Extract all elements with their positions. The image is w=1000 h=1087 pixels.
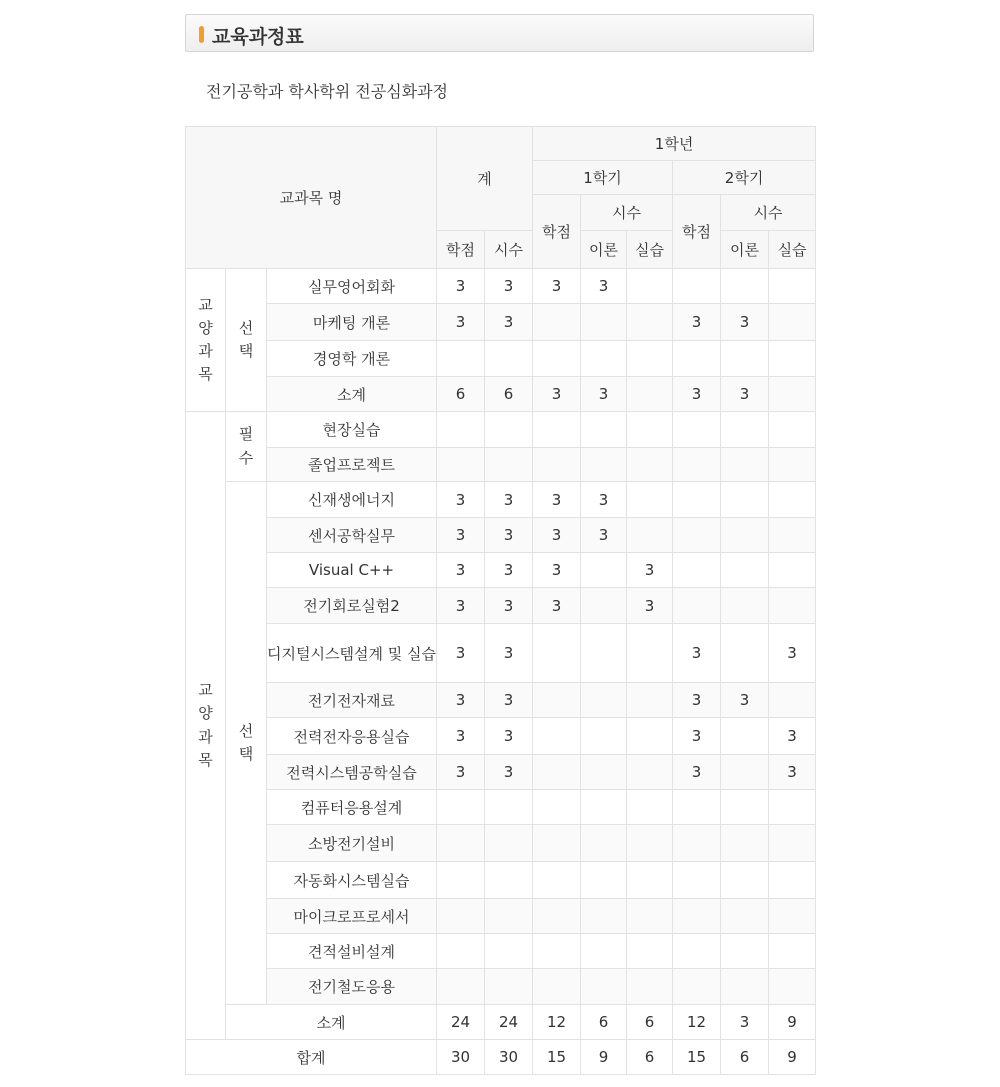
subtotal-label: 소계 [226, 1005, 437, 1040]
value-cell: 3 [437, 269, 485, 304]
value-cell: 9 [769, 1040, 816, 1075]
value-cell [721, 482, 769, 518]
value-cell [721, 341, 769, 377]
value-cell: 9 [581, 1040, 627, 1075]
value-cell [627, 482, 673, 518]
value-cell: 30 [437, 1040, 485, 1075]
value-cell [581, 588, 627, 624]
value-cell: 12 [533, 1005, 581, 1040]
value-cell [721, 518, 769, 553]
value-cell [533, 825, 581, 862]
value-cell [769, 683, 816, 718]
value-cell [769, 269, 816, 304]
value-cell [581, 341, 627, 377]
value-cell: 24 [437, 1005, 485, 1040]
course-name: 마이크로프로세서 [267, 899, 437, 934]
value-cell [627, 304, 673, 341]
value-cell [673, 899, 721, 934]
value-cell: 3 [437, 518, 485, 553]
value-cell: 6 [485, 377, 533, 412]
table-row [186, 624, 816, 683]
value-cell [627, 377, 673, 412]
value-cell: 3 [533, 553, 581, 588]
value-cell [533, 969, 581, 1005]
value-cell [673, 518, 721, 553]
value-cell [533, 448, 581, 482]
value-cell: 3 [673, 683, 721, 718]
value-cell [721, 790, 769, 825]
value-cell [721, 934, 769, 969]
value-cell: 3 [673, 718, 721, 755]
value-cell [627, 825, 673, 862]
value-cell [533, 624, 581, 683]
course-name: 신재생에너지 [267, 482, 437, 518]
table-row [186, 412, 816, 448]
value-cell [769, 825, 816, 862]
value-cell [769, 934, 816, 969]
value-cell: 30 [485, 1040, 533, 1075]
subcategory-major-required: 필수 [226, 412, 267, 482]
value-cell [581, 755, 627, 790]
category-major: 교양과목 [186, 412, 226, 1040]
value-cell: 3 [673, 624, 721, 683]
value-cell [581, 969, 627, 1005]
value-cell: 3 [485, 624, 533, 683]
value-cell: 3 [581, 269, 627, 304]
value-cell [437, 412, 485, 448]
course-name: 경영학 개론 [267, 341, 437, 377]
page-title: 교육과정표 [212, 26, 304, 48]
value-cell: 6 [627, 1005, 673, 1040]
value-cell: 15 [673, 1040, 721, 1075]
value-cell [721, 412, 769, 448]
section-title-box [185, 14, 814, 52]
value-cell [581, 412, 627, 448]
value-cell: 6 [627, 1040, 673, 1075]
value-cell [721, 624, 769, 683]
value-cell [533, 934, 581, 969]
table-row [186, 482, 816, 518]
value-cell [581, 899, 627, 934]
header-sem1-theory: 이론 [581, 231, 627, 269]
value-cell [533, 341, 581, 377]
value-cell: 3 [485, 755, 533, 790]
value-cell: 3 [673, 304, 721, 341]
header-sem1-hours: 시수 [581, 195, 673, 231]
course-name: 디지털시스템설계 및 실습 [267, 624, 437, 683]
value-cell [673, 588, 721, 624]
value-cell [437, 934, 485, 969]
table-row [186, 790, 816, 825]
value-cell [533, 899, 581, 934]
header-sem2-hours: 시수 [721, 195, 816, 231]
value-cell [769, 518, 816, 553]
header-subject-name: 교과목 명 [186, 127, 437, 269]
value-cell: 3 [533, 518, 581, 553]
value-cell [721, 862, 769, 899]
value-cell [721, 269, 769, 304]
table-row [186, 718, 816, 755]
value-cell [581, 825, 627, 862]
value-cell [581, 790, 627, 825]
value-cell: 3 [533, 588, 581, 624]
value-cell [485, 412, 533, 448]
value-cell [769, 448, 816, 482]
value-cell [673, 448, 721, 482]
value-cell [627, 790, 673, 825]
value-cell [769, 862, 816, 899]
value-cell [533, 412, 581, 448]
value-cell [485, 899, 533, 934]
value-cell [769, 377, 816, 412]
value-cell [581, 934, 627, 969]
value-cell: 3 [721, 304, 769, 341]
course-name: 전력시스템공학실습 [267, 755, 437, 790]
value-cell [485, 969, 533, 1005]
header-sem1-practice: 실습 [627, 231, 673, 269]
value-cell [581, 862, 627, 899]
value-cell: 3 [437, 624, 485, 683]
table-row [186, 862, 816, 899]
subcategory-liberal-elective: 선택 [226, 269, 267, 412]
value-cell: 12 [673, 1005, 721, 1040]
value-cell [627, 899, 673, 934]
value-cell [673, 862, 721, 899]
value-cell: 3 [437, 755, 485, 790]
value-cell: 3 [485, 588, 533, 624]
value-cell: 3 [485, 718, 533, 755]
page-subtitle: 전기공학과 학사학위 전공심화과정 [206, 82, 449, 101]
value-cell: 6 [721, 1040, 769, 1075]
value-cell: 3 [769, 624, 816, 683]
value-cell [533, 862, 581, 899]
table-header [186, 127, 816, 269]
value-cell [769, 790, 816, 825]
value-cell [721, 825, 769, 862]
value-cell [533, 304, 581, 341]
value-cell [673, 969, 721, 1005]
value-cell: 3 [485, 683, 533, 718]
value-cell [673, 790, 721, 825]
value-cell: 3 [437, 482, 485, 518]
value-cell: 3 [721, 683, 769, 718]
value-cell: 3 [721, 1005, 769, 1040]
value-cell [533, 683, 581, 718]
value-cell [627, 269, 673, 304]
value-cell: 24 [485, 1005, 533, 1040]
value-cell [769, 412, 816, 448]
value-cell [485, 934, 533, 969]
table-row [186, 934, 816, 969]
header-sem1: 1학기 [533, 161, 673, 195]
value-cell [437, 899, 485, 934]
value-cell [533, 755, 581, 790]
value-cell [437, 790, 485, 825]
table-row [186, 1040, 816, 1075]
value-cell: 3 [485, 553, 533, 588]
value-cell: 3 [485, 482, 533, 518]
value-cell [673, 482, 721, 518]
value-cell: 3 [533, 482, 581, 518]
course-name: 견적설비설계 [267, 934, 437, 969]
value-cell [581, 448, 627, 482]
value-cell [673, 825, 721, 862]
value-cell [769, 899, 816, 934]
value-cell: 3 [437, 553, 485, 588]
course-name: 소방전기설비 [267, 825, 437, 862]
value-cell: 3 [673, 377, 721, 412]
value-cell: 3 [581, 518, 627, 553]
value-cell [721, 969, 769, 1005]
table-row [186, 899, 816, 934]
value-cell [627, 683, 673, 718]
value-cell [769, 304, 816, 341]
table-row [186, 518, 816, 553]
value-cell [581, 624, 627, 683]
value-cell [581, 718, 627, 755]
header-sem2: 2학기 [673, 161, 816, 195]
header-sem2-credit: 학점 [673, 195, 721, 269]
title-accent-bar [199, 26, 204, 43]
value-cell: 3 [437, 718, 485, 755]
value-cell [627, 862, 673, 899]
value-cell [721, 755, 769, 790]
value-cell [673, 553, 721, 588]
category-liberal: 교양과목 [186, 269, 226, 412]
value-cell [437, 825, 485, 862]
grand-total-label: 합계 [186, 1040, 437, 1075]
value-cell: 3 [533, 377, 581, 412]
value-cell [769, 553, 816, 588]
value-cell: 3 [437, 304, 485, 341]
table-row [186, 553, 816, 588]
value-cell [581, 553, 627, 588]
value-cell [769, 969, 816, 1005]
value-cell [627, 624, 673, 683]
header-sem2-theory: 이론 [721, 231, 769, 269]
value-cell [581, 683, 627, 718]
value-cell: 3 [581, 377, 627, 412]
value-cell [437, 969, 485, 1005]
value-cell [533, 718, 581, 755]
header-sem1-credit: 학점 [533, 195, 581, 269]
course-name: 전력전자응용실습 [267, 718, 437, 755]
header-total: 계 [437, 127, 533, 231]
value-cell [673, 341, 721, 377]
value-cell [673, 269, 721, 304]
table-row [186, 755, 816, 790]
value-cell [437, 341, 485, 377]
course-name: 자동화시스템실습 [267, 862, 437, 899]
value-cell: 3 [581, 482, 627, 518]
table-row [186, 969, 816, 1005]
value-cell: 3 [769, 718, 816, 755]
value-cell [437, 448, 485, 482]
value-cell [627, 969, 673, 1005]
value-cell [769, 482, 816, 518]
value-cell [485, 341, 533, 377]
value-cell: 3 [485, 518, 533, 553]
value-cell: 3 [673, 755, 721, 790]
table-row [186, 683, 816, 718]
value-cell [533, 790, 581, 825]
course-name: 전기철도응용 [267, 969, 437, 1005]
value-cell [485, 790, 533, 825]
course-name: 전기전자재료 [267, 683, 437, 718]
value-cell [721, 448, 769, 482]
value-cell [627, 518, 673, 553]
value-cell: 3 [485, 304, 533, 341]
value-cell [627, 755, 673, 790]
course-name: 센서공학실무 [267, 518, 437, 553]
value-cell: 3 [627, 588, 673, 624]
value-cell [485, 448, 533, 482]
value-cell: 9 [769, 1005, 816, 1040]
value-cell: 3 [627, 553, 673, 588]
value-cell: 15 [533, 1040, 581, 1075]
value-cell [627, 341, 673, 377]
value-cell [627, 412, 673, 448]
table-row [186, 588, 816, 624]
table-row [186, 341, 816, 377]
value-cell: 3 [769, 755, 816, 790]
header-total-credit: 학점 [437, 231, 485, 269]
value-cell [673, 412, 721, 448]
value-cell: 3 [533, 269, 581, 304]
table-row [186, 304, 816, 341]
table-row [186, 825, 816, 862]
value-cell: 3 [721, 377, 769, 412]
header-total-hours: 시수 [485, 231, 533, 269]
value-cell: 6 [581, 1005, 627, 1040]
value-cell [769, 588, 816, 624]
value-cell [721, 899, 769, 934]
value-cell [627, 448, 673, 482]
header-year: 1학년 [533, 127, 816, 161]
value-cell [721, 718, 769, 755]
value-cell: 6 [437, 377, 485, 412]
course-name: 컴퓨터응용설계 [267, 790, 437, 825]
table-body [186, 269, 816, 1075]
table-row [186, 377, 816, 412]
curriculum-table [185, 126, 816, 1075]
course-name: 전기회로실험2 [267, 588, 437, 624]
course-name: 졸업프로젝트 [267, 448, 437, 482]
value-cell [673, 934, 721, 969]
value-cell: 3 [437, 683, 485, 718]
table-row [186, 269, 816, 304]
value-cell [437, 862, 485, 899]
course-name: 마케팅 개론 [267, 304, 437, 341]
course-name: 실무영어회화 [267, 269, 437, 304]
value-cell [627, 718, 673, 755]
table-row [186, 448, 816, 482]
course-name: 소계 [267, 377, 437, 412]
header-sem2-practice: 실습 [769, 231, 816, 269]
value-cell [627, 934, 673, 969]
course-name: Visual C++ [267, 553, 437, 588]
value-cell [769, 341, 816, 377]
value-cell: 3 [485, 269, 533, 304]
value-cell [485, 862, 533, 899]
value-cell [581, 304, 627, 341]
value-cell [485, 825, 533, 862]
value-cell [721, 553, 769, 588]
value-cell [721, 588, 769, 624]
value-cell: 3 [437, 588, 485, 624]
course-name: 현장실습 [267, 412, 437, 448]
subcategory-major-elective: 선택 [226, 482, 267, 1005]
table-row [186, 1005, 816, 1040]
